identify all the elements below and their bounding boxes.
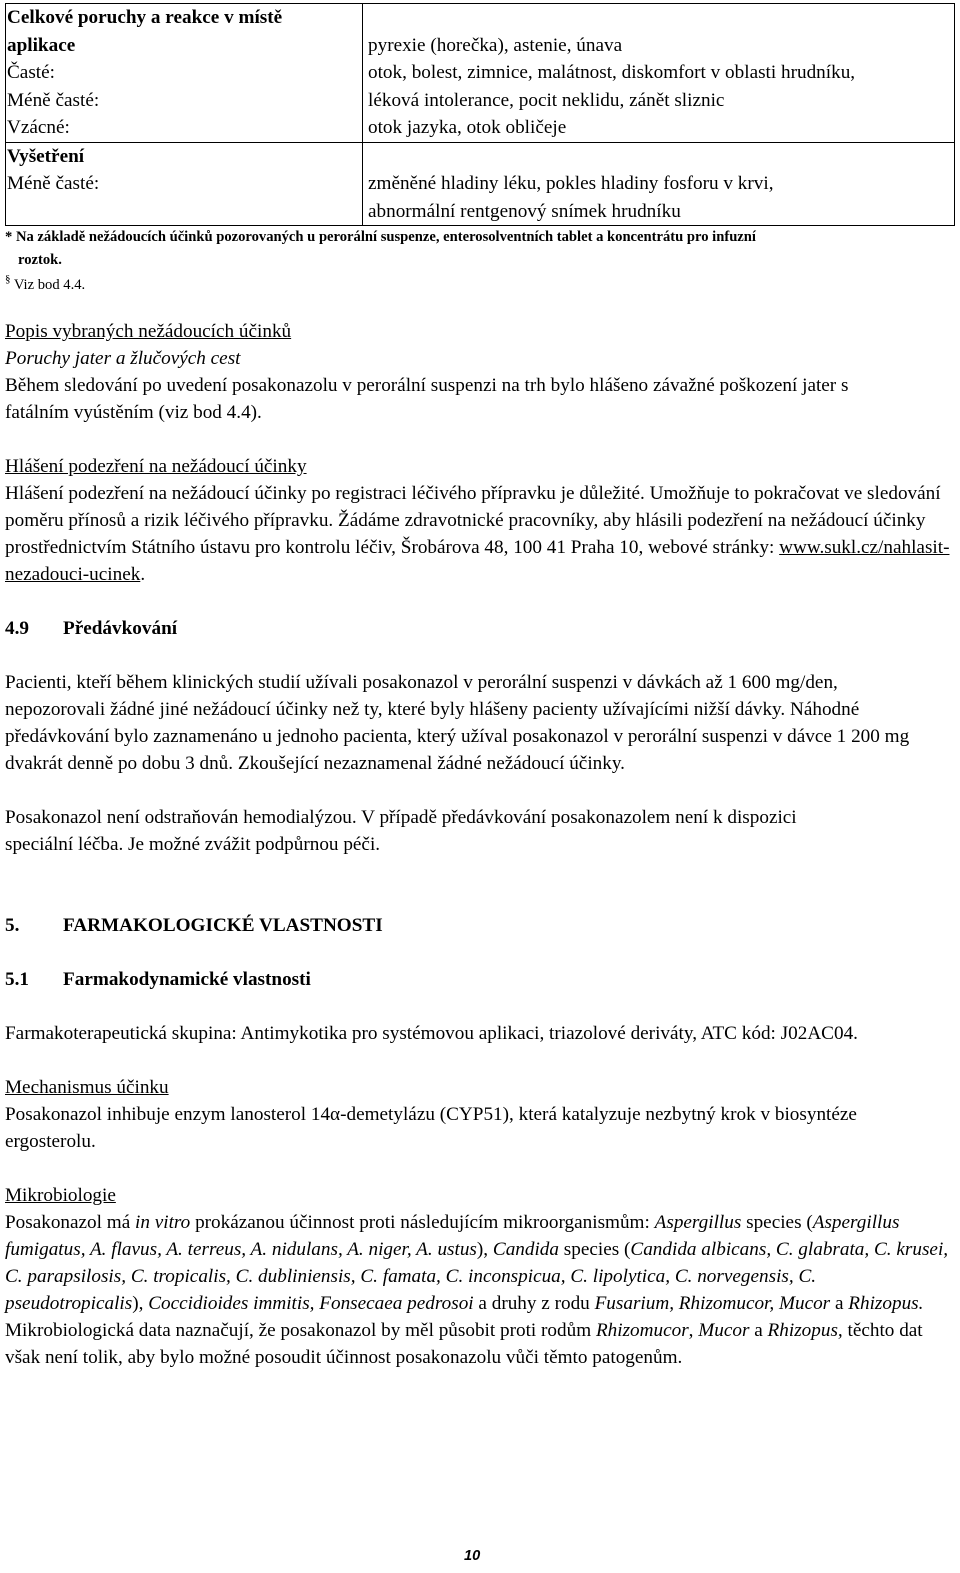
section-4-9-heading: 4.9 Předávkování <box>5 618 178 639</box>
table-row <box>6 4 955 143</box>
category-heading: Celkové poruchy a reakce v místě aplikace <box>7 7 283 56</box>
mechanism-heading: Mechanismus účinku <box>5 1077 169 1098</box>
frequency-label: Vzácné: <box>7 117 70 138</box>
effect-line: změněné hladiny léku, pokles hladiny fosforu v krvi, <box>368 173 774 194</box>
mechanism-text: Posakonazol inhibuje enzym lanosterol 14α-demetylázu (CYP51), která katalyzuje nezbytný krok v biosyntéze ergosterolu. <box>5 1104 857 1152</box>
footnote-text: Viz bod 4.4. <box>13 277 86 293</box>
table-cell-category <box>6 142 363 226</box>
microbiology-heading: Mikrobiologie <box>5 1185 116 1206</box>
adverse-effects-table <box>5 3 955 226</box>
effect-line: léková intolerance, pocit neklidu, zánět sliznic <box>368 89 725 111</box>
footnote-section <box>5 272 955 298</box>
table-cell-category <box>6 4 363 143</box>
section-5-heading: 5. FARMAKOLOGICKÉ VLASTNOSTI <box>5 915 383 936</box>
microbiology-text: Posakonazol má in vitro prokázanou účinnost proti následujícím mikroorganismům: Aspergillus species (Aspergillus fumigatus, A. flavus, A. terreus, A. nidulans, A. niger, A. ustus), Candida species (Candida albicans, C. glabrata, C. krusei, C. parapsilosis, C. tropicalis, C. dubliniensis, C. famata, C. inconspicua, C. lipolytica, C. norvegensis, C. pseudotropicalis), Coccidioides immitis, Fonsecaea pedrosoi a druhy z rodu Fusarium, Rhizomucor, Mucor a Rhizopus. Mikrobiologická data naznačují, že posakonazol by měl působit proti rodům Rhizomucor, Mucor a Rhizopus, těchto dat však není tolik, aby bylo možné posoudit účinnost posakonazolu vůči těmto patogenům. <box>5 1212 949 1368</box>
popis-subheading: Poruchy jater a žlučových cest <box>5 348 241 369</box>
overdose-paragraph: Pacienti, kteří během klinických studií užívali posakonazol v perorální suspenzi v dávkách až 1 600 mg/den, nepozorovali žádné jiné nežádoucí účinky než ty, které byly hlášeny pacienty užívajícími nižší dávky. Náhodné předávkování bylo zaznamenáno u jednoho pacienta, který užíval posakonazol v perorální suspenzi v dávce 1 200 mg dvakrát denně po dobu 3 dnů. Zkoušející nezaznamenal žádné nežádoucí účinky. <box>5 672 910 774</box>
frequency-label: Méně časté: <box>7 173 100 194</box>
pharmaco-group-paragraph: Farmakoterapeutická skupina: Antimykotika pro systémovou aplikaci, triazolové deriváty, ATC kód: J02AC04. <box>5 1023 858 1044</box>
document-page <box>5 0 955 1371</box>
effect-line <box>368 4 954 32</box>
table-cell-effects <box>363 142 955 226</box>
sukl-link[interactable]: www.sukl.cz/nahlasit-nezadouci-ucinek <box>5 537 950 585</box>
page-number: 10 <box>464 1548 481 1564</box>
effect-line: pyrexie (horečka), astenie, únava <box>368 34 623 56</box>
effect-line: abnormální rentgenový snímek hrudníku <box>368 200 681 222</box>
section-5-1-heading: 5.1 Farmakodynamické vlastnosti <box>5 969 311 990</box>
frequency-label: Méně časté: <box>7 89 100 111</box>
footnote-star: * Na základě nežádoucích účinků pozorovaných u perorální suspenze, enterosolventních tablet a koncentrátu pro infuzní roztok. <box>5 229 756 268</box>
table-row <box>6 142 955 226</box>
table-cell-effects <box>363 4 955 143</box>
category-heading: Vyšetření <box>7 145 85 167</box>
popis-text: Během sledování po uvedení posakonazolu v perorální suspenzi na trh bylo hlášeno závažné poškození jater s fatálním vyústěním (viz bod 4.4). <box>5 375 849 423</box>
frequency-label: Časté: <box>7 62 55 83</box>
popis-heading: Popis vybraných nežádoucích účinků <box>5 321 292 342</box>
hlaseni-text: Hlášení podezření na nežádoucí účinky po registraci léčivého přípravku je důležité. Umožňuje to pokračovat ve sledování poměru přínosů a rizik léčivého přípravku. Žádáme zdravotnické pracovníky, aby hlásili podezření na nežádoucí účinky prostřednictvím Státního ústavu pro kontrolu léčiv, Šrobárova 48, 100 41 Praha 10, webové stránky: www.sukl.cz/nahlasit-nezadouci-ucinek. <box>5 483 950 585</box>
section-mark: § <box>5 273 11 285</box>
effect-line: otok jazyka, otok obličeje <box>368 117 567 138</box>
effect-line: otok, bolest, zimnice, malátnost, diskomfort v oblasti hrudníku, <box>368 62 856 83</box>
hlaseni-heading: Hlášení podezření na nežádoucí účinky <box>5 456 307 477</box>
hemodialysis-paragraph: Posakonazol není odstraňován hemodialýzou. V případě předávkování posakonazolem není k dispozici speciální léčba. Je možné zvážit podpůrnou péči. <box>5 807 797 855</box>
